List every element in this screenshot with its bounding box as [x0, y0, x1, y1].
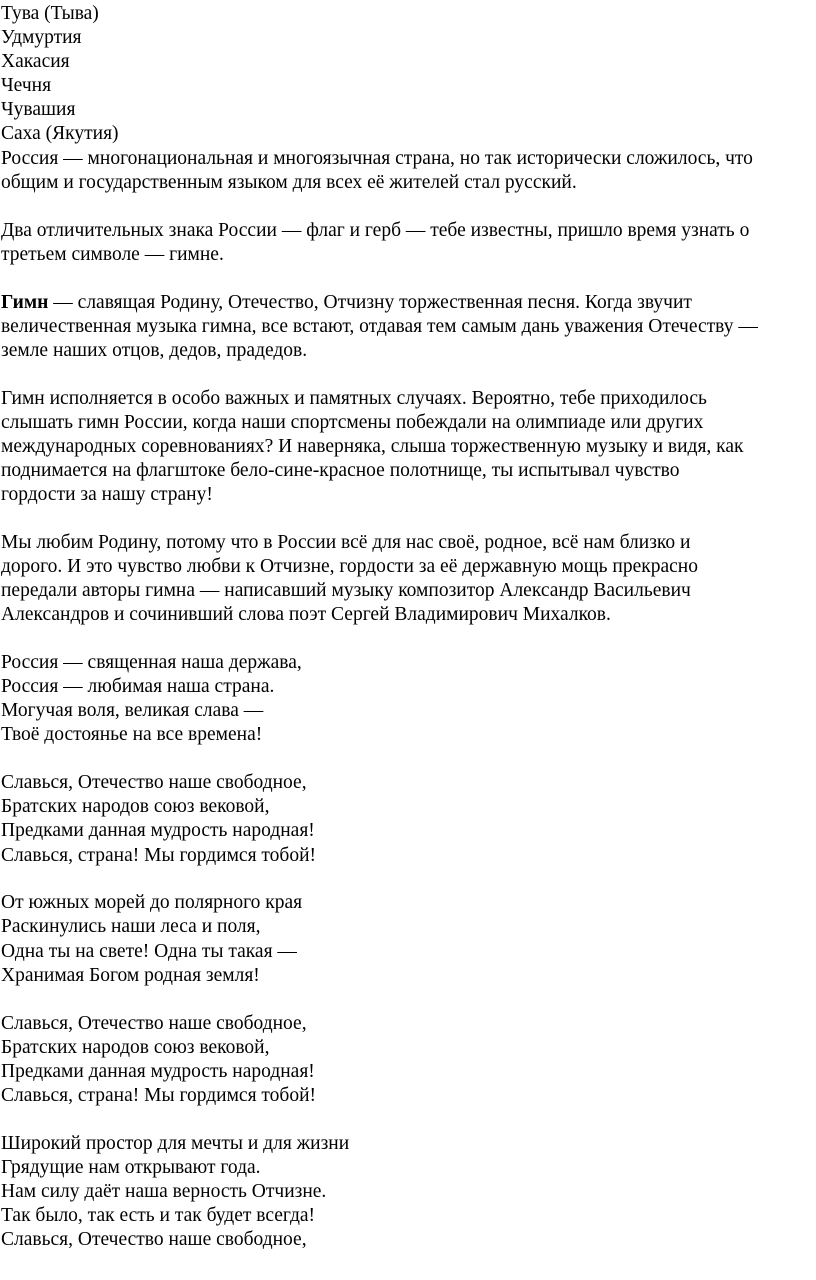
chorus-line: Славься, страна! Мы гордимся тобой!: [1, 844, 317, 866]
chorus-line: Славься, страна! Мы гордимся тобой!: [1, 1084, 317, 1106]
paragraph-line: гордости за нашу страну!: [1, 483, 213, 505]
region-list: [1, 2, 816, 147]
paragraph-line: [1, 291, 816, 315]
paragraph-line: величественная музыка гимна, все встают, отдавая тем самым дань уважения Отечеству —: [1, 315, 758, 337]
verse-line: Раскинулись наши леса и поля,: [1, 916, 261, 938]
chorus-line: Братских народов союз вековой,: [1, 1036, 270, 1058]
region-item: Чувашия: [1, 99, 76, 121]
verse-line: Россия — любимая наша страна.: [1, 676, 275, 698]
paragraph-line: общим и государственным языком для всех её жителей стал русский.: [1, 171, 577, 193]
anthem-verse-2: [1, 891, 816, 987]
chorus-line: Славься, Отечество наше свободное,: [1, 1012, 307, 1034]
paragraph-line: Александров и сочинивший слова поэт Сергей Владимирович Михалков.: [1, 604, 611, 626]
anthem-chorus-1: [1, 771, 816, 867]
paragraph-gap: [1, 363, 816, 387]
region-item: Удмуртия: [1, 27, 82, 49]
verse-line: Широкий простор для мечты и для жизни: [1, 1132, 350, 1154]
stanza-gap: [1, 988, 816, 1012]
verse-line: Нам силу даёт наша верность Отчизне.: [1, 1180, 327, 1202]
paragraph-line: Два отличительных знака России — флаг и герб — тебе известны, пришло время узнать о: [1, 219, 750, 241]
paragraph-line: земле наших отцов, дедов, прадедов.: [1, 339, 308, 361]
chorus-line: Братских народов союз вековой,: [1, 796, 270, 818]
region-item: Чечня: [1, 75, 52, 97]
chorus-line: Предками данная мудрость народная!: [1, 1060, 315, 1082]
anthem-definition-text: — славящая Родину, Отечество, Отчизну торжественная песня. Когда звучит: [48, 291, 692, 313]
anthem-verse-3: [1, 1132, 816, 1252]
paragraph-line: Россия — многонациональная и многоязычная страна, но так исторически сложилось, что: [1, 147, 753, 169]
paragraph-anthem-occasions: [1, 387, 816, 507]
verse-line: Россия — священная наша держава,: [1, 652, 302, 674]
paragraph-languages: [1, 147, 816, 195]
anthem-chorus-2: [1, 1012, 816, 1108]
stanza-gap: [1, 868, 816, 892]
anthem-term: Гимн: [1, 291, 49, 313]
verse-line: Хранимая Богом родная земля!: [1, 964, 260, 986]
paragraph-line: поднимается на флагштоке бело-сине-красное полотнище, ты испытывал чувство: [1, 459, 680, 481]
stanza-gap: [1, 747, 816, 771]
verse-line: Одна ты на свете! Одна ты такая —: [1, 940, 297, 962]
chorus-line: Славься, Отечество наше свободное,: [1, 772, 307, 794]
paragraph-symbols: [1, 219, 816, 267]
paragraph-line: передали авторы гимна — написавший музыку композитор Александр Васильевич: [1, 580, 691, 602]
anthem-verse-1: [1, 651, 816, 747]
verse-line: Грядущие нам открывают года.: [1, 1156, 261, 1178]
verse-line: Могучая воля, великая слава —: [1, 700, 264, 722]
region-item: Саха (Якутия): [1, 123, 119, 145]
verse-line: Славься, Отечество наше свободное,: [1, 1229, 307, 1251]
verse-line: От южных морей до полярного края: [1, 892, 303, 914]
paragraph-line: международных соревнованиях? И наверняка, слыша торжественную музыку и видя, как: [1, 435, 744, 457]
stanza-gap: [1, 1108, 816, 1132]
paragraph-gap: [1, 195, 816, 219]
paragraph-anthem-authors: [1, 531, 816, 627]
paragraph-line: Гимн исполняется в особо важных и памятных случаях. Вероятно, тебе приходилось: [1, 387, 707, 409]
verse-line: Твоё достоянье на все времена!: [1, 724, 263, 746]
paragraph-anthem-definition: [1, 291, 816, 363]
chorus-line: Предками данная мудрость народная!: [1, 820, 315, 842]
paragraph-line: Мы любим Родину, потому что в России всё для нас своё, родное, всё нам близко и: [1, 531, 691, 553]
paragraph-line: слышать гимн России, когда наши спортсмены побеждали на олимпиаде или других: [1, 411, 704, 433]
paragraph-line: третьем символе — гимне.: [1, 243, 224, 265]
paragraph-gap: [1, 627, 816, 651]
paragraph-line: дорого. И это чувство любви к Отчизне, гордости за её державную мощь прекрасно: [1, 555, 698, 577]
paragraph-gap: [1, 267, 816, 291]
region-item: Тува (Тыва): [1, 3, 99, 24]
paragraph-gap: [1, 507, 816, 531]
region-item: Хакасия: [1, 51, 70, 73]
verse-line: Так было, так есть и так будет всегда!: [1, 1205, 316, 1227]
